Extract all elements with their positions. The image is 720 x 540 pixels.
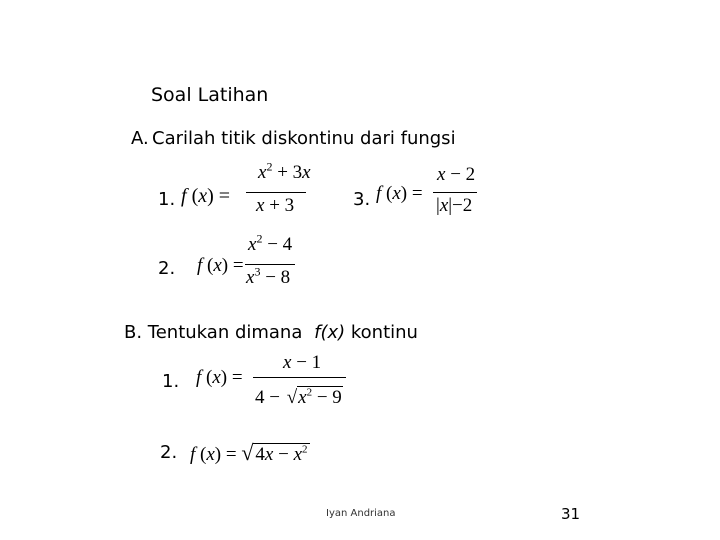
- a2-denominator: $x^3 - 8$: [246, 264, 291, 288]
- b2-number: 2.: [160, 442, 178, 463]
- a2-number: 2.: [158, 258, 176, 279]
- a3-lhs: f (x) =: [376, 183, 423, 204]
- b2-expression: f (x) = √ $4x - x^2$: [190, 440, 308, 465]
- section-a-label: A.: [131, 128, 149, 149]
- section-a-text: Carilah titik diskontinu dari fungsi: [152, 128, 456, 149]
- a1-number: 1.: [158, 189, 176, 210]
- a3-denominator: |x|−2: [436, 195, 473, 216]
- footer-author: Iyan Andriana: [326, 508, 396, 519]
- a3-fraction-bar: [433, 192, 477, 193]
- slide-title: Soal Latihan: [151, 84, 269, 106]
- a1-numerator: $x^2 + 3x$: [258, 159, 311, 183]
- a3-number: 3.: [353, 189, 371, 210]
- page-number: 31: [561, 505, 581, 523]
- a3-numerator: x − 2: [437, 164, 476, 185]
- a1-denominator: x + 3: [256, 195, 295, 216]
- section-b-fx: f(x): [314, 322, 346, 343]
- a2-numerator: $x^2 - 4$: [248, 231, 293, 255]
- section-b-text-before: B. Tentukan dimana: [124, 322, 303, 343]
- b1-denominator: $4 - √x^2 - 9$: [255, 386, 342, 408]
- a2-fraction-bar: [245, 264, 295, 265]
- section-b-text: [124, 322, 418, 343]
- a1-lhs: f (x) =: [181, 185, 231, 207]
- b1-number: 1.: [162, 371, 180, 392]
- b1-lhs: f (x) =: [196, 367, 243, 388]
- b1-fraction-bar: [253, 377, 346, 378]
- a2-lhs: f (x) =: [197, 255, 244, 276]
- a1-fraction-bar: [246, 192, 306, 193]
- section-b-text-after: kontinu: [350, 322, 418, 343]
- b1-numerator: x − 1: [283, 352, 322, 373]
